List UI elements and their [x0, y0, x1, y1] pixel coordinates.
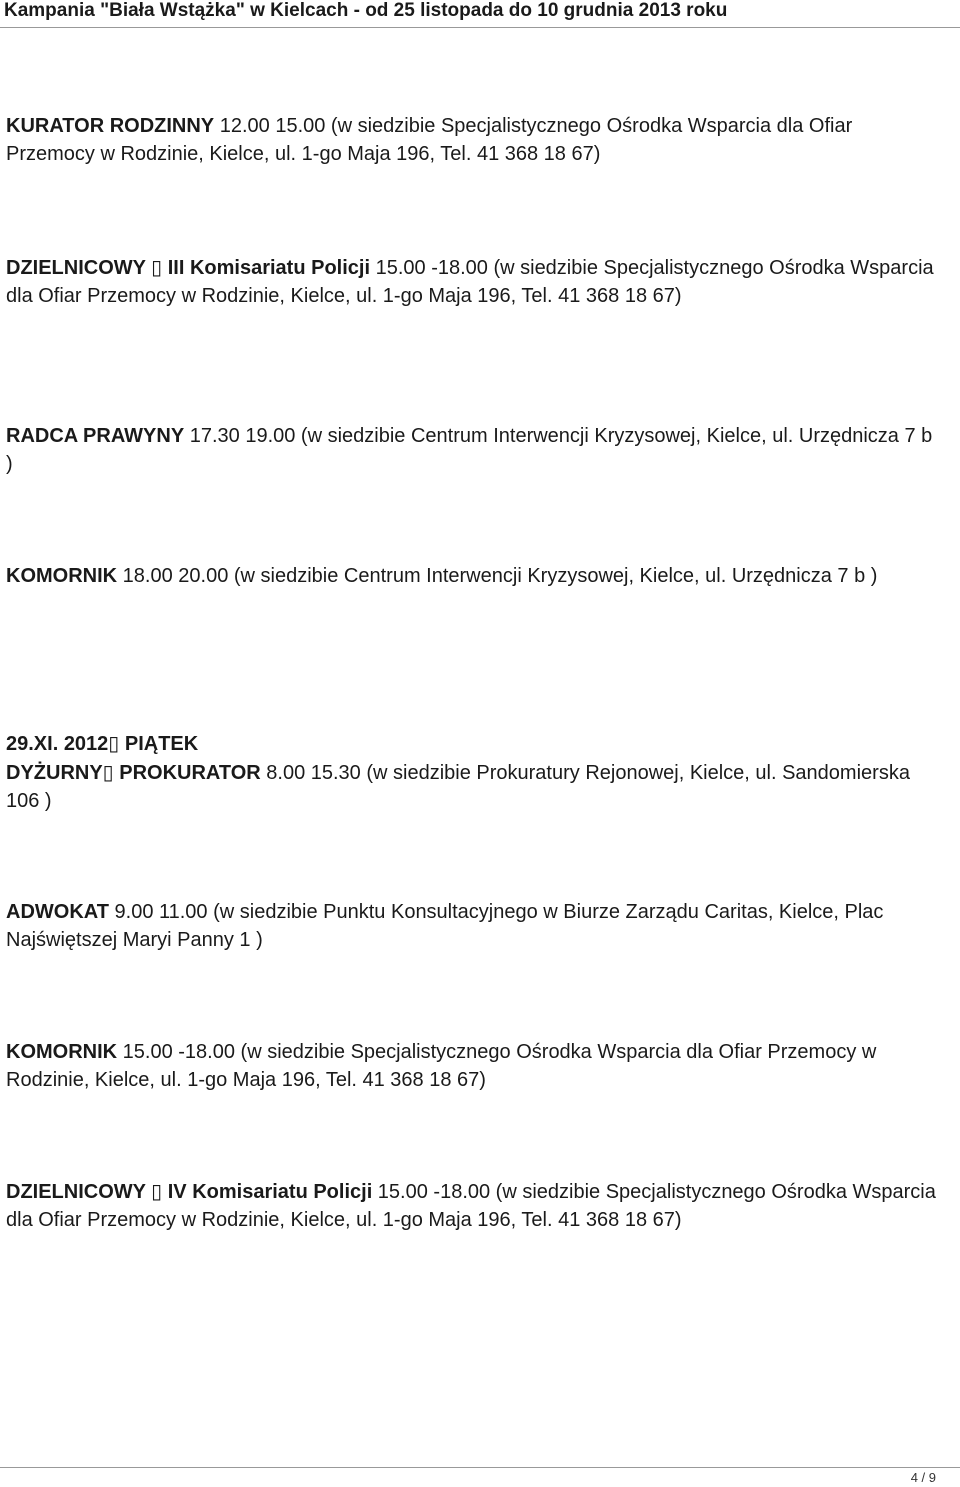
day-heading-text: 29.XI. 2012▯ PIĄTEK — [6, 733, 199, 755]
entry-details: 12.00 15.00 (w siedzibie Specjalistycznego Ośrodka Wsparcia dla Ofiar Przemocy w Rodzinie, Kielce, ul. 1-go Maja 196, Tel. 41 368 18 67) — [6, 115, 853, 165]
entry-role: KOMORNIK — [6, 565, 118, 587]
entry-role: DZIELNICOWY ▯ III Komisariatu Policji — [6, 257, 371, 279]
entry-komornik-2 — [6, 1038, 936, 1094]
entry-adwokat — [6, 898, 936, 954]
page-number: 4 / 9 — [910, 1470, 936, 1485]
entry-details: 15.00 -18.00 (w siedzibie Specjalistycznego Ośrodka Wsparcia dla Ofiar Przemocy w Rodzinie, Kielce, ul. 1-go Maja 196, Tel. 41 368 18 67) — [6, 1181, 936, 1231]
entry-details: 18.00 20.00 (w siedzibie Centrum Interwencji Kryzysowej, Kielce, ul. Urzędnicza 7 b ) — [117, 565, 878, 587]
entry-role: KOMORNIK — [6, 1041, 118, 1063]
entry-role: KURATOR RODZINNY — [6, 115, 215, 137]
entry-kurator-rodzinny — [6, 112, 936, 168]
entry-role: DYŻURNY▯ PROKURATOR — [6, 762, 261, 784]
entry-role: DZIELNICOWY ▯ IV Komisariatu Policji — [6, 1181, 373, 1203]
header-divider — [0, 27, 960, 28]
day-heading — [6, 730, 936, 758]
entry-dzielnicowy-iii — [6, 254, 936, 310]
entry-dyzurny-prokurator — [6, 759, 936, 815]
entry-komornik-1 — [6, 562, 936, 590]
entry-dzielnicowy-iv — [6, 1178, 936, 1234]
entry-details: 8.00 15.30 (w siedzibie Prokuratury Rejonowej, Kielce, ul. Sandomierska 106 ) — [6, 762, 910, 812]
footer-divider — [0, 1467, 960, 1468]
entry-details: 15.00 -18.00 (w siedzibie Specjalistycznego Ośrodka Wsparcia dla Ofiar Przemocy w Rodzinie, Kielce, ul. 1-go Maja 196, Tel. 41 368 18 67) — [6, 1041, 877, 1091]
entry-role: ADWOKAT — [6, 901, 109, 923]
entry-details: 17.30 19.00 (w siedzibie Centrum Interwencji Kryzysowej, Kielce, ul. Urzędnicza 7 b ) — [6, 425, 933, 475]
entry-radca-prawny — [6, 422, 936, 478]
entry-details: 9.00 11.00 (w siedzibie Punktu Konsultacyjnego w Biurze Zarządu Caritas, Kielce, Plac Najświętszej Maryi Panny 1 ) — [6, 901, 884, 951]
entry-role: RADCA PRAWYNY — [6, 425, 185, 447]
entry-details: 15.00 -18.00 (w siedzibie Specjalistycznego Ośrodka Wsparcia dla Ofiar Przemocy w Rodzinie, Kielce, ul. 1-go Maja 196, Tel. 41 368 18 67) — [6, 257, 934, 307]
document-header-title: Kampania "Biała Wstążka" w Kielcach - od 25 listopada do 10 grudnia 2013 roku — [4, 0, 728, 21]
